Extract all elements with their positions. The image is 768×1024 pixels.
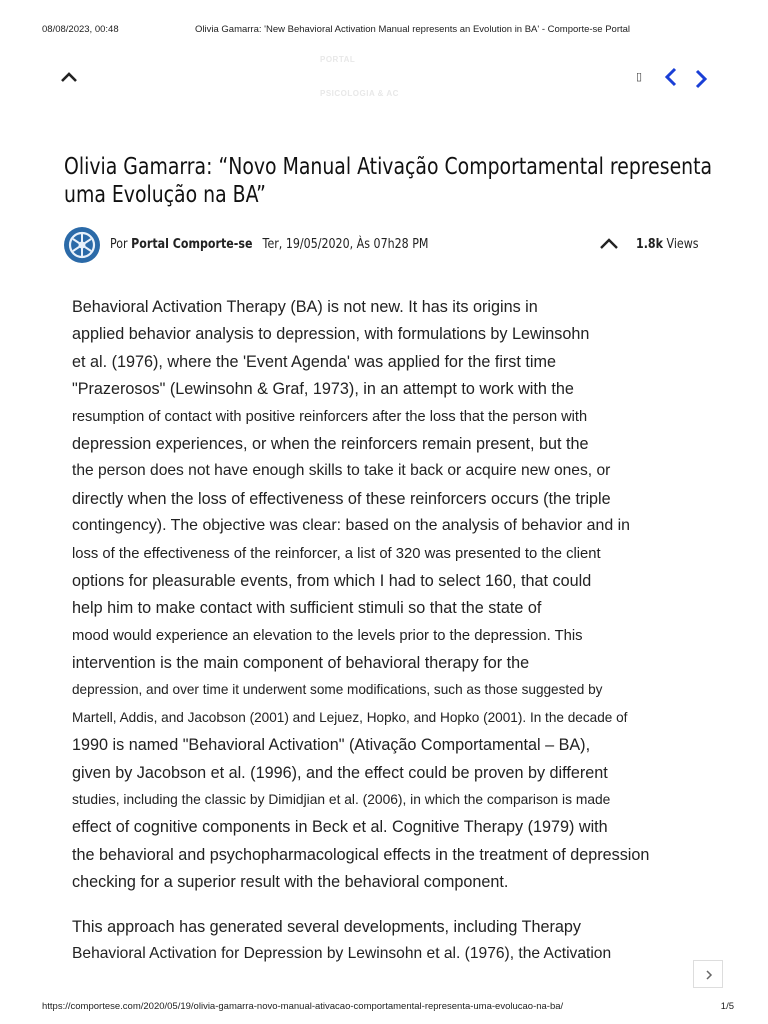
author-avatar[interactable]: [64, 227, 100, 263]
text-line: This approach has generated several developments, including Therapy: [72, 917, 582, 936]
previous-article-icon[interactable]: [662, 66, 680, 88]
text-line: mood would experience an elevation to the levels prior to the depression. This: [72, 627, 583, 644]
text-line: checking for a superior result with the behavioral component.: [72, 873, 509, 892]
print-datetime: 08/08/2023, 00:48: [42, 24, 119, 35]
article-meta: [64, 227, 704, 263]
text-line: loss of the effectiveness of the reinforcer, a list of 320 was presented to the client: [72, 545, 601, 562]
text-line: et al. (1976), where the 'Event Agenda' was applied for the first time: [72, 352, 556, 371]
text-line: Martell, Addis, and Jacobson (2001) and Lejuez, Hopko, and Hopko (2001). In the decade of: [72, 709, 628, 725]
text-line: the person does not have enough skills to take it back or acquire new ones, or: [72, 462, 611, 480]
article-body: [72, 296, 712, 970]
page-number: 1/5: [720, 1001, 734, 1012]
text-line: effect of cognitive components in Beck et al. Cognitive Therapy (1979) with: [72, 818, 608, 837]
article-navigation: [632, 64, 722, 90]
author-link[interactable]: Portal Comporte-se: [131, 236, 253, 252]
text-line: depression, and over time it underwent some modifications, such as those suggested by: [72, 682, 603, 698]
print-page-title: Olivia Gamarra: 'New Behavioral Activation Manual represents an Evolution in BA' - Comporte-se Portal: [195, 24, 631, 35]
publish-date: Ter, 19/05/2020, Às 07h28 PM: [262, 236, 429, 252]
chevron-right-icon: [703, 969, 715, 981]
text-line: applied behavior analysis to depression, with formulations by Lewinsohn: [72, 325, 590, 344]
share-up-icon[interactable]: [598, 235, 620, 253]
byline: [110, 236, 428, 252]
ghost-nav-label-1: PORTAL: [320, 55, 356, 64]
text-line: directly when the loss of effectiveness of these reinforcers occurs (the triple: [72, 489, 611, 508]
ghost-nav-label-2: PSICOLOGIA & AC: [320, 89, 399, 98]
next-article-icon[interactable]: [692, 68, 710, 90]
by-prefix: Por: [110, 236, 128, 252]
view-count: [636, 236, 699, 252]
text-line: "Prazerosos" (Lewinsohn & Graf, 1973), in an attempt to work with the: [72, 380, 574, 399]
bookmark-icon[interactable]: ▯: [636, 71, 643, 83]
paragraph-1: [72, 296, 712, 899]
collapse-up-icon[interactable]: [58, 68, 80, 86]
text-line: the behavioral and psychopharmacological effects in the treatment of depression: [72, 845, 650, 864]
text-line: intervention is the main component of behavioral therapy for the: [72, 654, 530, 673]
paragraph-2: [72, 916, 712, 971]
text-line: Behavioral Activation for Depression by Lewinsohn et al. (1976), the Activation: [72, 944, 612, 962]
text-line: options for pleasurable events, from which I had to select 160, that could: [72, 571, 592, 590]
scroll-next-button[interactable]: [693, 960, 723, 988]
text-line: 1990 is named "Behavioral Activation" (Ativação Comportamental – BA),: [72, 736, 591, 755]
text-line: resumption of contact with positive reinforcers after the loss that the person with: [72, 408, 588, 425]
text-line: studies, including the classic by Dimidjian et al. (2006), in which the comparison is made: [72, 792, 611, 808]
text-line: depression experiences, or when the reinforcers remain present, but the: [72, 434, 589, 453]
text-line: contingency). The objective was clear: based on the analysis of behavior and in: [72, 517, 630, 535]
text-line: Behavioral Activation Therapy (BA) is not new. It has its origins in: [72, 298, 538, 316]
views-number: 1.8k: [636, 236, 663, 252]
text-line: help him to make contact with sufficient stimuli so that the state of: [72, 599, 542, 618]
text-line: given by Jacobson et al. (1996), and the effect could be proven by different: [72, 763, 608, 782]
article-title: Olivia Gamarra: “Novo Manual Ativação Comportamental representa uma Evolução na BA”: [64, 154, 713, 208]
print-url: https://comportese.com/2020/05/19/olivia-gamarra-novo-manual-ativacao-comportamental-representa-uma-evolucao-na-ba/: [42, 1001, 564, 1012]
views-label: Views: [666, 236, 699, 252]
